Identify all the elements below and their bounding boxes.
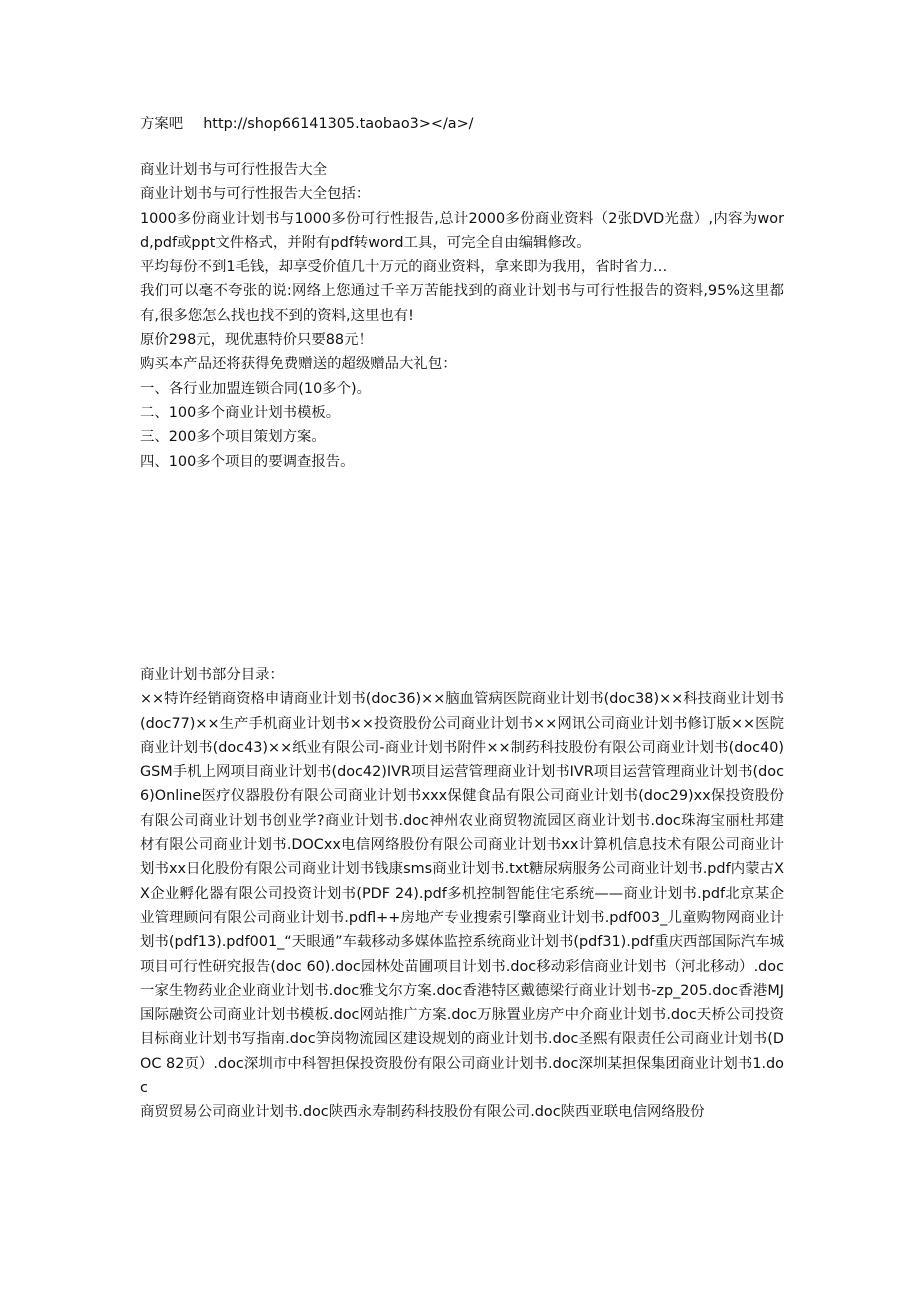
includes-label: 商业计划书与可行性报告大全包括： [140, 186, 371, 203]
catalog-heading: 商业计划书部分目录： [140, 667, 284, 683]
catalog-body-2: 商贸贸易公司商业计划书.doc陕西永寿制药科技股份有限公司.doc陕西亚联电信网络股份 [140, 1104, 705, 1121]
site-name: 方案吧 [140, 116, 184, 132]
intro-paragraph-1: 1000多份商业计划书与1000多份可行性报告,总计2000多份商业资料（2张DVD光盘）,内容为word,pdf或ppt文件格式，并附有pdf转word工具，可完全自由编辑修改。 [140, 210, 784, 251]
shop-link-line [140, 112, 784, 136]
intro-title: 商业计划书与可行性报告大全 [140, 162, 328, 178]
price-line: 原价298元，现优惠特价只要88元！ [140, 332, 373, 349]
shop-url[interactable]: http://shop66141305.taobao3></a>/ [203, 116, 474, 132]
gift-item-1: 一、各行业加盟连锁合同(10多个)。 [140, 380, 372, 397]
gift-intro: 购买本产品还将获得免费赠送的超级赠品大礼包： [140, 356, 457, 373]
intro-section [140, 158, 784, 474]
gift-item-4: 四、100多个项目的要调查报告。 [140, 453, 355, 470]
catalog-body-1: ××特许经销商资格申请商业计划书(doc36)××脑血管病医院商业计划书(doc38)××科技商业计划书(doc77)××生产手机商业计划书××投资股份公司商业计划书××网讯公司商业计划书修订版××医院商业计划书(doc43)××纸业有限公司-商业计划书附件××制药科技股份有限公司商业计划书(doc40)GSM手机上网项目商业计划书(doc42)IVR项目运营管理商业计划书IVR项目运营管理商业计划书(doc6)Online医疗仪器股份有限公司商业计划书xxx保健食品有限公司商业计划书(doc29)xx保投资股份有限公司商业计划书创业学?商业计划书.doc神州农业商贸物流园区商业计划书.doc珠海宝丽杜邦建材有限公司商业计划书.DOCxx电信网络股份有限公司商业计划书xx计算机信息技术有限公司商业计划书xx日化股份有限公司商业计划书钱康sms商业计划书.txt糖尿病服务公司商业计划书.pdf内蒙古XX企业孵化器有限公司投资计划书(PDF 24).pdf多机控制智能住宅系统——商业计划书.pdf北京某企业管理顾问有限公司商业计划书.pdfl++房地产专业搜索引擎商业计划书.pdf003_儿童购物网商业计划书(pdf13).pdf001_“天眼通”车载移动多媒体监控系统商业计划书(pdf31).pdf重庆西部国际汽车城项目可行性研究报告(doc 60).doc园林处苗圃项目计划书.doc移动彩信商业计划书（河北移动）.doc一家生物药业企业商业计划书.doc雅戈尔方案.doc香港特区戴德梁行商业计划书-zp_205.doc香港MJ国际融资公司商业计划书模板.doc网站推广方案.doc万脉置业房产中介商业计划书.doc天桥公司投资目标商业计划书写指南.doc笋岗物流园区建设规划的商业计划书.doc圣熙有限责任公司商业计划书(DOC 82页）.doc深圳市中科智担保投资股份有限公司商业计划书.doc深圳某担保集团商业计划书1.doc [140, 691, 784, 1097]
intro-paragraph-3: 我们可以毫不夸张的说:网络上您通过千辛万苦能找到的商业计划书与可行性报告的资料,95%这里都有,很多您怎么找也找不到的资料,这里也有! [140, 283, 784, 324]
gift-item-2: 二、100多个商业计划书模板。 [140, 404, 341, 421]
gift-item-3: 三、200多个项目策划方案。 [140, 429, 326, 446]
intro-paragraph-2: 平均每份不到1毛钱，却享受价值几十万元的商业资料，拿来即为我用，省时省力… [140, 259, 668, 276]
catalog-section [140, 663, 784, 1125]
